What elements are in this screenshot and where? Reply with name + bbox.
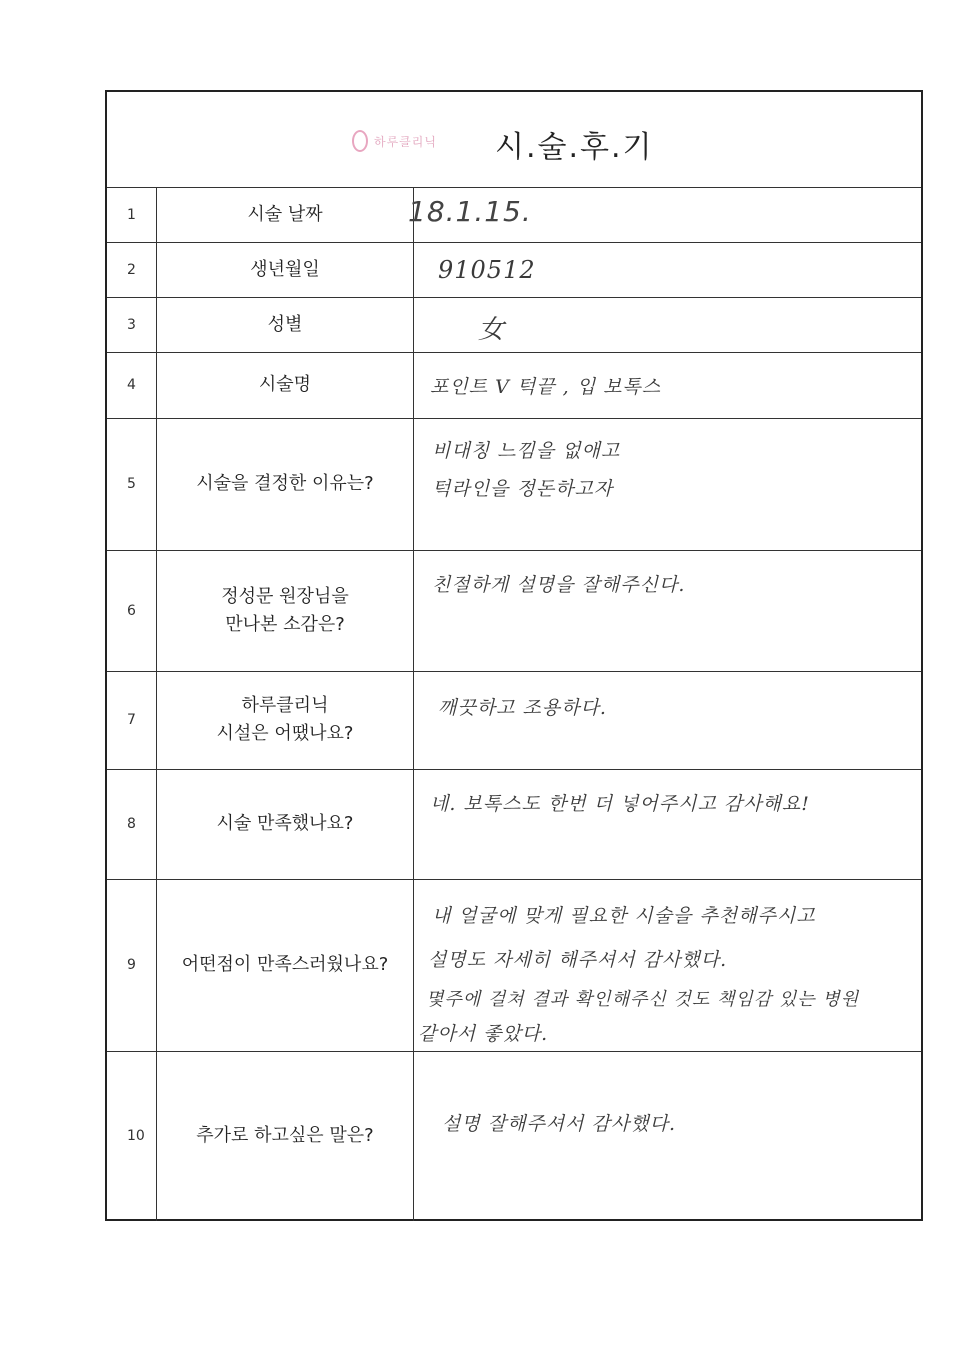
answer-line: 18.1.15. xyxy=(408,195,532,228)
form-title: 시.술.후.기 xyxy=(495,130,654,165)
row-answer xyxy=(414,418,921,550)
row-answer xyxy=(414,550,921,671)
row-number: 7 xyxy=(107,671,157,769)
table-row xyxy=(107,769,921,880)
row-answer xyxy=(414,242,921,297)
row-number: 5 xyxy=(107,418,157,550)
table-row xyxy=(107,187,921,243)
row-question: 시술 날짜 xyxy=(157,187,414,242)
row-question: 어떤점이 만족스러웠나요? xyxy=(157,879,414,1051)
answer-line: 턱라인을 정돈하고자 xyxy=(432,478,614,500)
logo-ring-icon xyxy=(352,130,368,152)
table-row xyxy=(107,242,921,298)
row-number: 4 xyxy=(107,352,157,418)
row-question: 시술명 xyxy=(157,352,414,418)
row-answer xyxy=(414,879,921,1051)
row-question: 생년월일 xyxy=(157,242,414,297)
table-row xyxy=(107,418,921,551)
table-row xyxy=(107,1051,921,1221)
row-question: 하루클리닉 시설은 어땠나요? xyxy=(157,671,414,769)
form-header xyxy=(107,92,921,188)
row-number: 9 xyxy=(107,879,157,1051)
answer-line: 내 얼굴에 맞게 필요한 시술을 추천해주시고 xyxy=(432,905,816,927)
row-number: 3 xyxy=(107,297,157,352)
answer-line: 비대칭 느낌을 없애고 xyxy=(432,440,621,462)
row-question: 시술을 결정한 이유는? xyxy=(157,418,414,550)
answer-line: 910512 xyxy=(438,256,536,284)
clinic-logo xyxy=(352,130,437,152)
row-question: 시술 만족했나요? xyxy=(157,769,414,879)
review-form xyxy=(105,90,923,1221)
row-answer xyxy=(414,352,921,418)
row-answer xyxy=(414,769,921,879)
row-number: 10 xyxy=(107,1051,157,1221)
table-row xyxy=(107,297,921,353)
row-question: 정성문 원장님을 만나본 소감은? xyxy=(157,550,414,671)
row-number: 2 xyxy=(107,242,157,297)
row-answer xyxy=(414,297,921,352)
table-row xyxy=(107,671,921,770)
row-answer xyxy=(408,187,921,242)
table-row xyxy=(107,550,921,672)
answer-line: 깨끗하고 조용하다. xyxy=(438,697,607,719)
answer-line: 설명 잘해주셔서 감사했다. xyxy=(442,1113,677,1135)
logo-text: 하루클리닉 xyxy=(374,134,437,149)
answer-line: 몇주에 걸쳐 결과 확인해주신 것도 책임감 있는 병원 xyxy=(426,989,860,1010)
table-row xyxy=(107,879,921,1052)
row-question: 추가로 하고싶은 말은? xyxy=(157,1051,414,1221)
answer-line: 같아서 좋았다. xyxy=(418,1023,549,1045)
row-number: 6 xyxy=(107,550,157,671)
answer-line: 네. 보톡스도 한번 더 넣어주시고 감사해요! xyxy=(430,793,810,815)
row-number: 8 xyxy=(107,769,157,879)
answer-line: 설명도 자세히 해주셔서 감사했다. xyxy=(428,949,728,971)
table-row xyxy=(107,352,921,419)
answer-line: 친절하게 설명을 잘해주신다. xyxy=(432,574,686,596)
row-number: 1 xyxy=(107,187,157,242)
row-answer xyxy=(414,1051,921,1221)
row-answer xyxy=(414,671,921,769)
answer-line: 포인트 V 턱끝 , 입 보톡스 xyxy=(430,376,662,398)
answer-line: 女 xyxy=(478,315,506,345)
row-question: 성별 xyxy=(157,297,414,352)
